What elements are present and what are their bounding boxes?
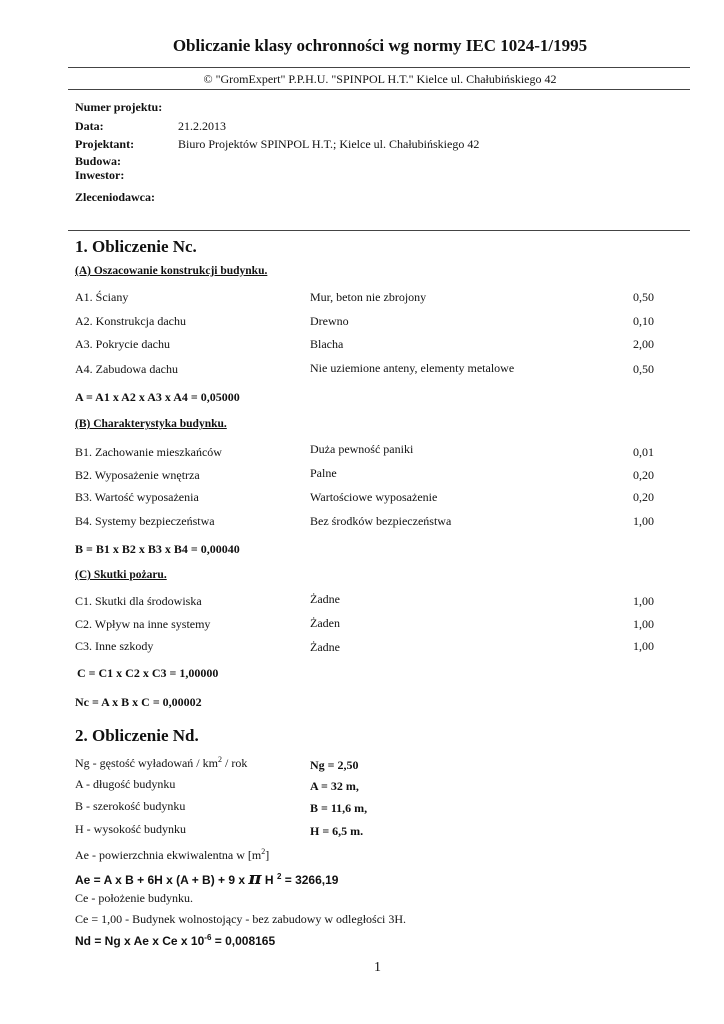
divider [68, 89, 690, 90]
a3-value: 2,00 [633, 337, 654, 351]
nd-formula: Nd = Ng x Ae x Ce x $10^{-6} = 0,008165$ [75, 933, 276, 948]
c3-desc: Żadne [310, 640, 340, 654]
subsection-b-heading: (B) Charakterystyka budynku. [75, 418, 227, 430]
subsection-a-heading: (A) Oszacowanie konstrukcji budynku. [75, 265, 268, 277]
construction-label: Budowa: [75, 154, 122, 168]
c1-label: C1. Skutki dla środowiska [75, 594, 202, 608]
b4-desc: Bez środków bezpieczeństwa [310, 514, 452, 528]
c2-label: C2. Wpływ na inne systemy [75, 617, 211, 631]
height-value: H = 6,5 m. [310, 824, 364, 838]
width-value: B = 11,6 m, [310, 801, 368, 815]
copyright-line: © "GromExpert" P.P.H.U. "SPINPOL H.T." Kielce ul. Chałubińskiego 42 [203, 72, 557, 86]
section-2-heading: 2. Obliczenie Nd. [75, 726, 199, 745]
length-label: A - długość budynku [75, 777, 176, 791]
b1-label: B1. Zachowanie mieszkańców [75, 445, 222, 459]
investor-label: Inwestor: [75, 168, 125, 182]
ae-label: Ae - powierzchnia ekwiwalentna w $[m^2]$ [75, 847, 270, 862]
project-number-label: Numer projektu: [75, 100, 163, 114]
divider [68, 67, 690, 68]
height-label: H - wysokość budynku [75, 822, 186, 836]
c2-value: 1,00 [633, 617, 654, 631]
a4-desc: Nie uziemione anteny, elementy metalowe [310, 361, 515, 375]
a2-label: A2. Konstrukcja dachu [75, 314, 186, 328]
c3-label: C3. Inne szkody [75, 639, 154, 653]
page-title: Obliczanie klasy ochronności wg normy IEC 1024-1/1995 [172, 36, 588, 55]
length-value: A = 32 m, [310, 779, 359, 793]
c2-desc: Żaden [310, 616, 340, 630]
ng-label: Ng - gęstość wyładowań / $km^2$ / rok [75, 755, 248, 770]
a3-label: A3. Pokrycie dachu [75, 337, 170, 351]
a2-value: 0,10 [633, 314, 654, 328]
b4-value: 1,00 [633, 514, 654, 528]
b3-value: 0,20 [633, 490, 654, 504]
a1-desc: Mur, beton nie zbrojony [310, 290, 427, 304]
b1-value: 0,01 [633, 445, 654, 459]
a-formula: A = A1 x A2 x A3 x A4 = 0,05000 [75, 390, 240, 404]
page-number: 1 [374, 960, 381, 975]
c-formula: C = C1 x C2 x C3 = 1,00000 [77, 666, 219, 680]
date-label: Data: [75, 119, 104, 133]
divider [68, 230, 690, 231]
b2-desc: Palne [310, 466, 337, 480]
a2-desc: Drewno [310, 314, 349, 328]
a4-value: 0,50 [633, 362, 654, 376]
ng-value: Ng = 2,50 [310, 758, 359, 772]
b2-value: 0,20 [633, 468, 654, 482]
c1-value: 1,00 [633, 594, 654, 608]
a3-desc: Blacha [310, 337, 344, 351]
ce-value: Ce = 1,00 - Budynek wolnostojący - bez zabudowy w odległości 3H. [75, 912, 407, 926]
ce-label: Ce - położenie budynku. [75, 891, 193, 905]
a1-label: A1. Ściany [75, 290, 129, 304]
designer-label: Projektant: [75, 137, 135, 151]
a4-label: A4. Zabudowa dachu [75, 362, 178, 376]
b3-desc: Wartościowe wyposażenie [310, 490, 438, 504]
b1-desc: Duża pewność paniki [310, 442, 414, 456]
designer-value: Biuro Projektów SPINPOL H.T.; Kielce ul. Chałubińskiego 42 [178, 137, 480, 151]
a1-value: 0,50 [633, 290, 654, 304]
width-label: B - szerokość budynku [75, 799, 186, 813]
b2-label: B2. Wyposażenie wnętrza [75, 468, 200, 482]
ae-formula: Ae = A x B + 6H x (A + B) + 9 x π H $^2$ = 3266,19 [75, 868, 339, 889]
b-formula: B = B1 x B2 x B3 x B4 = 0,00040 [75, 542, 240, 556]
b4-label: B4. Systemy bezpieczeństwa [75, 514, 215, 528]
nc-formula: Nc = A x B x C = 0,00002 [75, 695, 202, 709]
subsection-c-heading: (C) Skutki pożaru. [75, 569, 167, 581]
section-1-heading: 1. Obliczenie Nc. [75, 237, 197, 256]
b3-label: B3. Wartość wyposażenia [75, 490, 199, 504]
c1-desc: Żadne [310, 592, 340, 606]
c3-value: 1,00 [633, 639, 654, 653]
date-value: 21.2.2013 [178, 119, 226, 133]
client-label: Zleceniodawca: [75, 190, 155, 204]
